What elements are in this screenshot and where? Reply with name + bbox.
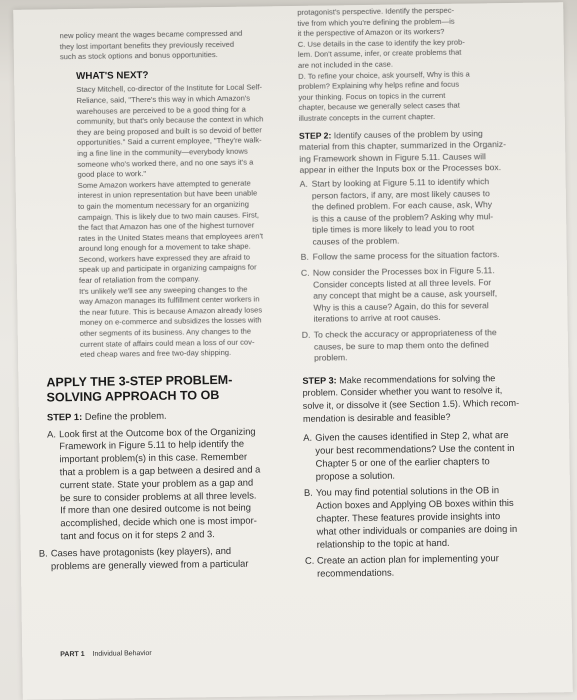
list-item (302, 326, 560, 364)
text-line: person factors, if any, are most likely causes to (311, 187, 490, 201)
text-line: Some Amazon workers have attempted to generate (77, 178, 251, 190)
text-line: the near future. This is because Amazon already loses (79, 305, 263, 317)
text-line: the fact that Amazon has one of the highest turnover (78, 220, 255, 233)
step1-title: STEP 1: (46, 410, 83, 423)
text-line: causes of the problem. (312, 235, 400, 247)
step2-items (300, 175, 561, 364)
text-line: Why is this a cause? Again, do this for several (313, 300, 489, 313)
text-line: your thinking. Focus on topics in the current (298, 90, 446, 102)
text-line: You may find potential solutions in the OB in (315, 484, 500, 499)
text-line: iterations to arrive at root causes. (313, 312, 441, 325)
text-line: problem. Consider whether you want to resolve it, (302, 385, 503, 399)
text-line: tiple times is more likely to lead you to root (312, 222, 475, 235)
item-label: D. (301, 329, 311, 340)
text-line: it the perspective of Amazon or its workers? (297, 27, 445, 39)
text-line: protagonist's perspective. Identify the perspec- (297, 5, 455, 17)
step2-title: STEP 2: (298, 129, 332, 141)
text-line: good place to work." (77, 169, 147, 180)
text-line: problems are generally viewed from a particular (50, 557, 249, 571)
text-line: Make recommendations for solving the (339, 372, 496, 386)
list-item (47, 425, 291, 544)
list-item (304, 484, 563, 552)
text-line: money on e-commerce and subsidizes the losses with (79, 315, 262, 328)
text-line: the defined problem. For each cause, ask, Why (311, 199, 493, 212)
text-line: they lost important benefits they previously received (59, 39, 235, 51)
list-item (301, 249, 559, 264)
text-line: propose a solution. (315, 469, 396, 482)
text-line: to gain the momentum necessary for an organizing (77, 199, 249, 211)
footer-part: PART 1 (60, 650, 85, 659)
step1-text: Define the problem. (84, 409, 167, 422)
text-line: ing a fine line in the community—everybody knows (77, 146, 248, 158)
item-label: A. (47, 427, 57, 440)
text-line: chapter, because we generally select cases that (298, 100, 460, 113)
step1-heading (47, 408, 289, 424)
text-line: current state. State your problem as a gap and (59, 476, 254, 491)
item-label: C. (304, 555, 315, 567)
text-line: C. Use details in the case to identify the key prob- (297, 37, 465, 49)
text-line: any concept that might be a cause, ask yourself, (313, 288, 498, 301)
text-line: If more than one desired outcome is not being (60, 501, 252, 516)
text-line: opportunities." Said a current employee, "They're walk- (77, 135, 262, 148)
item-label: B. (303, 487, 313, 499)
step2-block (299, 127, 558, 177)
apply-heading-line: APPLY THE 3-STEP PROBLEM- (46, 372, 233, 390)
list-item (301, 264, 560, 326)
text-line: relationship to the topic at hand. (316, 536, 450, 550)
text-line: rates in the United States means that employees aren't (78, 231, 264, 243)
footer-title: Individual Behavior (92, 650, 152, 658)
text-line: your best recommendations? Use the content in (315, 441, 515, 456)
text-line: that a problem is a gap between a desired and a (59, 463, 261, 478)
text-line: be sure to consider problems at all three levels. (59, 489, 257, 503)
item-label: A. (299, 178, 308, 189)
item-label: C. (300, 267, 310, 278)
text-line: community, but that's only because the context in which (76, 114, 264, 127)
text-line: problem? Explaining why helps refine and focus (298, 79, 460, 92)
text-line: what other individuals or companies are doing in (316, 522, 518, 537)
text-line: solve it, or dissolve it (see Section 1.5). Which recom- (302, 397, 520, 411)
text-line: Create an action plan for implementing your (316, 552, 499, 567)
text-line: Chapter 5 or one of the earlier chapters to (315, 455, 490, 469)
text-line: tive from which you're defining the problem—is (297, 16, 455, 28)
text-line: Reliance, said, "There's this way in which Amazon's (76, 93, 251, 105)
section-title: WHAT'S NEXT? (76, 69, 149, 82)
text-line: It's unlikely we'll see any sweeping changes to the (79, 284, 248, 296)
text-line: are not included in the case. (297, 59, 394, 70)
text-line: appear in either the Inputs box or the Processes box. (299, 162, 502, 176)
text-line: someone who's worked there, and no one says it's a (77, 157, 254, 169)
text-line: ing Framework shown in Figure 5.11. Causes will (299, 151, 486, 164)
text-line: problem. (314, 352, 348, 363)
text-line: To check the accuracy or appropriateness of the (313, 327, 497, 340)
text-line: Stacy Mitchell, co-director of the Institute for Local Self- (76, 82, 263, 95)
intro-paragraph (24, 28, 284, 63)
body-text (24, 82, 288, 361)
text-line: eted cheap wares and free two-day shipping. (79, 348, 232, 360)
top-text (297, 4, 557, 124)
text-line: illustrate concepts in the current chapter. (298, 111, 436, 123)
text-line: warehouses are perceived to be a good thing for a (76, 104, 246, 116)
text-line: Cases have protagonists (key players), and (50, 544, 232, 559)
item-label: A. (303, 431, 313, 444)
text-line: Framework in Figure 5.11 to help identify the (59, 438, 245, 452)
item-b-block (31, 544, 291, 573)
text-line: accomplished, decide which one is most impor- (60, 514, 257, 529)
step3-items (303, 428, 563, 580)
text-line: current state of affairs could mean a loss of our cov- (79, 337, 255, 349)
text-line: Identify causes of the problem by using (333, 127, 483, 140)
text-line: around long enough for a movement to take shape. (78, 241, 251, 254)
text-line: lem. Don't assume, infer, or create problems that (297, 47, 462, 60)
apply-heading (46, 372, 288, 405)
text-line: mendation is desirable and feasible? (302, 411, 451, 424)
step3-block (302, 371, 561, 425)
list-item (303, 428, 562, 483)
apply-heading-line: SOLVING APPROACH TO OB (46, 387, 220, 405)
text-line: D. To refine your choice, ask yourself, Why is this a (298, 69, 470, 81)
text-line: campaign. This is likely due to two main causes. First, (78, 209, 260, 222)
text-line: Look first at the Outcome box of the Organizing (59, 425, 256, 439)
item-label: B. (300, 252, 309, 263)
page-footer (60, 650, 152, 658)
text-line: Second, workers have expressed they are afraid to (78, 252, 251, 264)
textbook-page (13, 2, 573, 700)
text-line: interest in union representation but have been unable (77, 188, 258, 201)
text-line: is this a cause of the problem? Asking why mul- (312, 210, 494, 224)
text-line: new policy meant the wages became compressed and (59, 28, 243, 41)
text-line: chapter. These features provide insights into (316, 510, 501, 524)
text-line: causes, be sure to map them onto the defined (313, 338, 489, 352)
step1-block (29, 408, 291, 544)
text-line: fear of retaliation from the company. (78, 274, 201, 286)
step3-title: STEP 3: (302, 375, 337, 386)
list-item (305, 552, 563, 581)
text-line: important problem(s) in this case. Remember (59, 450, 248, 465)
list-item (39, 544, 291, 573)
text-line: way Amazon manages its fulfillment center workers in (79, 294, 260, 307)
text-line: Action boxes and Applying OB boxes within this (316, 497, 514, 511)
text-line: material from this chapter, summarized in the Organiz- (299, 139, 507, 153)
text-line: tant and focus on it for steps 2 and 3. (60, 528, 215, 542)
text-line: Consider concepts listed at all three levels. For (313, 276, 492, 290)
list-item (300, 175, 559, 248)
text-line: such as stock options and bonus opportunities. (59, 50, 218, 62)
text-line: recommendations. (317, 566, 395, 579)
text-line: Start by looking at Figure 5.11 to identify which (311, 176, 490, 189)
text-line: speak up and participate in organizing campaigns for (78, 262, 257, 275)
text-line: Now consider the Processes box in Figure 5.11. (312, 265, 495, 278)
text-line: they are being proposed and built is so devoid of better (76, 125, 262, 137)
text-line: Follow the same process for the situation factors. (312, 249, 500, 263)
item-label: B. (38, 547, 48, 559)
text-line: Given the causes identified in Step 2, what are (315, 429, 509, 443)
text-line: other segments of its business. Any changes to the (79, 326, 252, 339)
right-column (297, 2, 563, 584)
left-column (23, 6, 291, 577)
